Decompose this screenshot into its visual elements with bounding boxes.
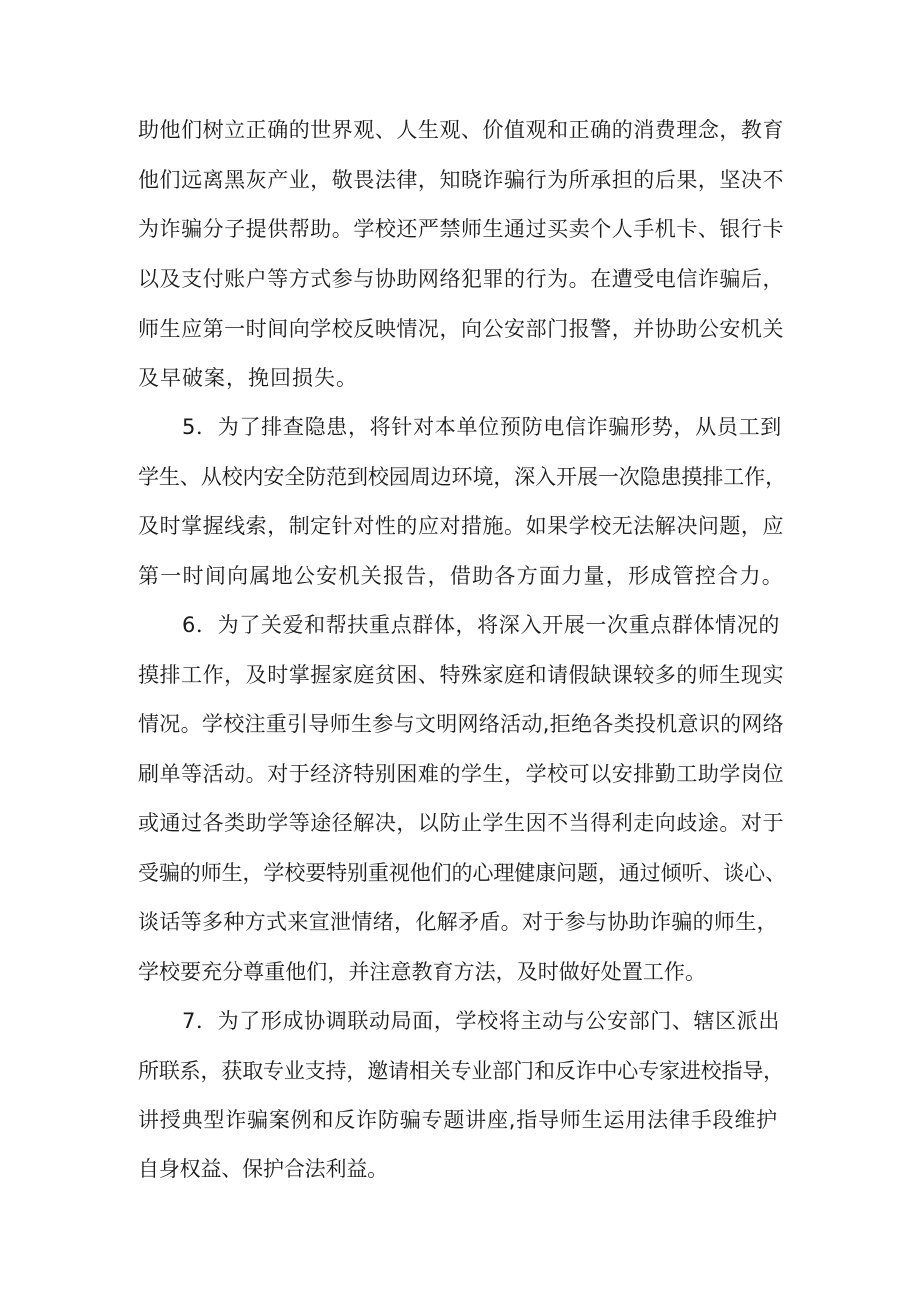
text-line: 为诈骗分子提供帮助。学校还严禁师生通过买卖个人手机卡、银行卡	[138, 217, 784, 241]
text-line: 及早破案，挽回损失。	[138, 366, 358, 390]
text-line: 受骗的师生，学校要特别重视他们的心理健康问题，通过倾听、谈心、	[138, 861, 786, 885]
text-line: 及时掌握线索，制定针对性的应对措施。如果学校无法解决问题，应	[138, 514, 784, 538]
text-line: 摸排工作，及时掌握家庭贫困、特殊家庭和请假缺课较多的师生现实	[138, 663, 784, 687]
text-line: 师生应第一时间向学校反映情况，向公安部门报警，并协助公安机关	[138, 317, 784, 341]
text-line: 第一时间向属地公安机关报告，借助各方面力量，形成管控合力。	[138, 564, 785, 588]
text-line: 或通过各类助学等途径解决，以防止学生因不当得利走向歧途。对于	[138, 811, 784, 835]
text-line: 他们远离黑灰产业，敬畏法律，知晓诈骗行为所承担的后果，坚决不	[138, 168, 784, 192]
text-line: 学校要充分尊重他们，并注意教育方法，及时做好处置工作。	[138, 960, 706, 984]
paragraph-7-first-line: 7．为了形成协调联动局面，学校将主动与公安部门、辖区派出	[182, 1009, 780, 1033]
text-line: 自身权益、保护合法利益。	[138, 1157, 388, 1181]
text-line: 以及支付账户等方式参与协助网络犯罪的行为。在遭受电信诈骗后，	[138, 267, 784, 291]
text-line: 谈话等多种方式来宣泄情绪，化解矛盾。对于参与协助诈骗的师生，	[138, 910, 778, 934]
text-line: 情况。学校注重引导师生参与文明网络活动,拒绝各类投机意识的网络	[138, 712, 784, 736]
text-line: 所联系，获取专业支持，邀请相关专业部门和反诈中心专家进校指导，	[138, 1059, 785, 1083]
text-line: 刷单等活动。对于经济特别困难的学生，学校可以安排勤工助学岗位	[138, 762, 784, 786]
paragraph-6-first-line: 6．为了关爱和帮扶重点群体，将深入开展一次重点群体情况的	[182, 613, 780, 637]
text-line: 学生、从校内安全防范到校园周边环境，深入开展一次隐患摸排工作，	[138, 465, 786, 489]
text-line: 讲授典型诈骗案例和反诈防骗专题讲座,指导师生运用法律手段维护	[138, 1108, 778, 1132]
text-line: 助他们树立正确的世界观、人生观、价值观和正确的消费理念，教育	[138, 118, 784, 142]
paragraph-5-first-line: 5．为了排查隐患，将针对本单位预防电信诈骗形势，从员工到	[182, 415, 782, 439]
